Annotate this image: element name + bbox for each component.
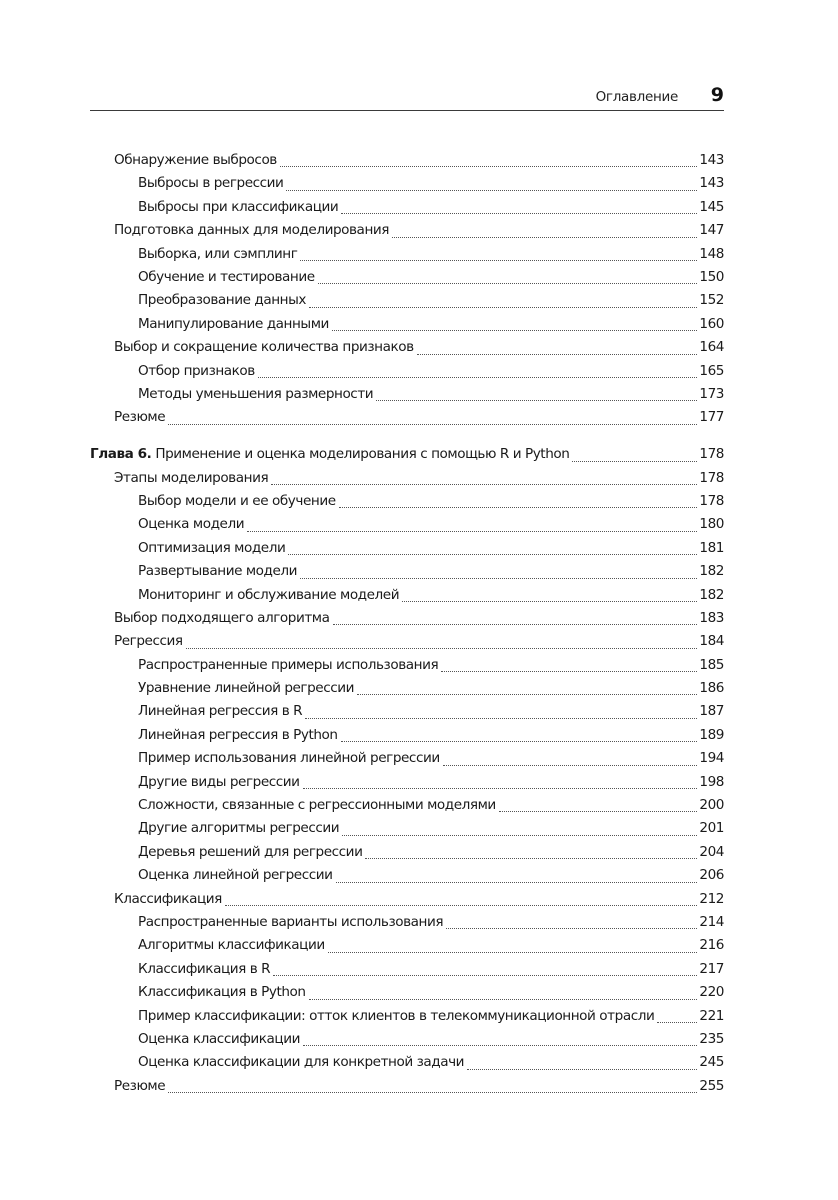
toc-entry[interactable] xyxy=(90,794,724,817)
toc-entry-label xyxy=(138,490,336,513)
toc-entry-page: 189 xyxy=(699,726,724,743)
dot-leader xyxy=(168,423,697,425)
toc-entry-title: Выбор и сокращение количества признаков xyxy=(114,339,414,356)
toc-entry[interactable] xyxy=(90,196,724,219)
toc-entry-label xyxy=(138,1051,464,1074)
toc-entry[interactable] xyxy=(90,841,724,864)
toc-entry-label xyxy=(138,513,244,536)
dot-leader xyxy=(309,998,698,1000)
toc-entry-title: Классификация в R xyxy=(138,960,271,977)
toc-entry-label xyxy=(138,817,339,840)
toc-entry-label xyxy=(138,934,325,957)
toc-entry-title: Уравнение линейной регрессии xyxy=(138,680,355,697)
toc-entry[interactable] xyxy=(90,1051,724,1074)
toc-entry-page: 182 xyxy=(699,563,724,580)
toc-entry[interactable] xyxy=(90,1075,724,1098)
toc-entry[interactable] xyxy=(90,981,724,1004)
toc-entry[interactable] xyxy=(90,771,724,794)
toc-entry-title: Пример использования линейной регрессии xyxy=(138,750,440,767)
toc-entry[interactable] xyxy=(90,700,724,723)
toc-entry-label xyxy=(114,219,389,242)
toc-entry-title: Обучение и тестирование xyxy=(138,268,315,285)
toc-entry-page: 178 xyxy=(699,446,724,463)
toc-entry-title: Алгоритмы классификации xyxy=(138,937,325,954)
toc-entry-label xyxy=(138,172,283,195)
toc-entry-label xyxy=(138,864,333,887)
toc-entry-page: 177 xyxy=(699,409,724,426)
dot-leader xyxy=(303,787,698,789)
toc-entry-page: 178 xyxy=(699,492,724,509)
toc-entry-page: 150 xyxy=(699,268,724,285)
toc-entry-page: 220 xyxy=(699,984,724,1001)
toc-entry-page: 148 xyxy=(699,245,724,262)
toc-entry-title: Оценка классификации для конкретной задачи xyxy=(138,1054,465,1071)
toc-entry[interactable] xyxy=(90,747,724,770)
toc-entry[interactable] xyxy=(90,243,724,266)
toc-entry-label xyxy=(138,911,443,934)
toc-entry-title: Оптимизация модели xyxy=(138,539,286,556)
toc-entry-page: 164 xyxy=(699,339,724,356)
toc-entry-label xyxy=(138,313,329,336)
dot-leader xyxy=(303,1044,697,1046)
dot-leader xyxy=(271,483,697,485)
toc-entry-label xyxy=(114,1075,165,1098)
toc-entry-page: 181 xyxy=(699,539,724,556)
toc-entry-label xyxy=(90,443,569,466)
toc-entry-label xyxy=(114,406,165,429)
toc-entry-title: Распространенные варианты использования xyxy=(138,914,444,930)
toc-entry-title: Выбросы при классификации xyxy=(138,198,339,215)
toc-entry[interactable] xyxy=(90,490,724,513)
dot-leader xyxy=(339,506,698,508)
toc-entry[interactable] xyxy=(90,1005,724,1028)
toc-chapter-entry[interactable] xyxy=(90,443,724,466)
toc-entry-label xyxy=(114,607,330,630)
dot-leader xyxy=(342,834,697,836)
toc-entry-page: 221 xyxy=(699,1007,724,1024)
dot-leader xyxy=(443,764,698,766)
dot-leader xyxy=(392,236,697,238)
dot-leader xyxy=(572,460,697,462)
chapter-number: Глава 6. xyxy=(90,446,152,463)
toc-entry[interactable] xyxy=(90,584,724,607)
toc-entry-title: Оценка линейной регрессии xyxy=(138,867,333,884)
running-head xyxy=(90,84,724,111)
dot-leader xyxy=(336,881,698,883)
toc-entry-title: Классификация в Python xyxy=(138,984,306,1001)
dot-leader xyxy=(446,927,697,929)
toc-entry-label xyxy=(138,771,300,794)
toc-entry-label xyxy=(138,243,297,266)
toc-entry-page: 143 xyxy=(699,175,724,192)
toc-entry-page: 212 xyxy=(699,890,724,907)
toc-entry-title: Мониторинг и обслуживание моделей xyxy=(138,586,400,603)
dot-leader xyxy=(441,670,697,672)
toc-entry-label xyxy=(138,1028,300,1051)
toc-entry[interactable] xyxy=(90,911,724,934)
toc-entry-label xyxy=(114,149,277,172)
toc-entry-title: Применение и оценка моделирования с помощью R и Python xyxy=(155,446,570,463)
toc-entry-label xyxy=(138,747,440,770)
toc-entry-title: Этапы моделирования xyxy=(114,469,269,486)
toc-entry[interactable] xyxy=(90,560,724,583)
toc-entry-label xyxy=(138,266,315,289)
toc-entry[interactable] xyxy=(90,934,724,957)
dot-leader xyxy=(402,600,697,602)
dot-leader xyxy=(332,329,697,331)
dot-leader xyxy=(300,577,697,579)
toc-entry-page: 182 xyxy=(699,586,724,603)
toc-entry-page: 187 xyxy=(699,703,724,720)
toc-entry-label xyxy=(138,724,338,747)
toc-entry[interactable] xyxy=(90,467,724,490)
dot-leader xyxy=(288,553,697,555)
toc-entry-page: 214 xyxy=(699,914,724,930)
toc-entry[interactable] xyxy=(90,864,724,887)
toc-entry-page: 185 xyxy=(699,656,724,673)
toc-entry-label xyxy=(138,841,362,864)
toc-entry-title: Развертывание модели xyxy=(138,563,298,580)
dot-leader xyxy=(186,647,698,649)
toc-entry-page: 152 xyxy=(699,292,724,309)
dot-leader xyxy=(467,1068,697,1070)
toc-entry[interactable] xyxy=(90,724,724,747)
toc-entry-page: 201 xyxy=(699,820,724,837)
toc-entry-label xyxy=(138,584,399,607)
dot-leader xyxy=(357,693,697,695)
toc-entry-page: 165 xyxy=(699,362,724,379)
toc-entry[interactable] xyxy=(90,630,724,653)
dot-leader xyxy=(225,904,698,906)
dot-leader xyxy=(273,974,697,976)
toc-entry-label xyxy=(138,700,302,723)
toc-entry[interactable] xyxy=(90,537,724,560)
toc-entry-title: Линейная регрессия в Python xyxy=(138,726,338,743)
toc-entry[interactable] xyxy=(90,654,724,677)
toc-entry[interactable] xyxy=(90,336,724,359)
table-of-contents xyxy=(90,149,724,1098)
toc-entry-page: 178 xyxy=(699,469,724,486)
toc-entry[interactable] xyxy=(90,888,724,911)
toc-entry-title: Отбор признаков xyxy=(138,362,255,379)
toc-entry-title: Выбор подходящего алгоритма xyxy=(114,609,330,626)
toc-entry-label xyxy=(114,630,183,653)
toc-entry-page: 143 xyxy=(699,152,724,168)
toc-entry-label xyxy=(138,677,354,700)
page-number: 9 xyxy=(710,84,724,106)
dot-leader xyxy=(258,376,698,378)
dot-leader xyxy=(318,282,698,284)
toc-entry-title: Пример классификации: отток клиентов в телекоммуникационной отрасли xyxy=(138,1007,655,1024)
toc-entry[interactable] xyxy=(90,313,724,336)
toc-entry-page: 217 xyxy=(699,960,724,977)
toc-entry-title: Деревья решений для регрессии xyxy=(138,843,363,860)
dot-leader xyxy=(333,623,698,625)
toc-entry-page: 147 xyxy=(699,222,724,239)
toc-entry-label xyxy=(114,467,268,490)
toc-entry-title: Оценка классификации xyxy=(138,1030,300,1047)
toc-entry-page: 235 xyxy=(699,1030,724,1047)
toc-entry-page: 173 xyxy=(699,385,724,402)
toc-entry-label xyxy=(114,336,414,359)
toc-entry-label xyxy=(138,794,496,817)
toc-entry-label xyxy=(138,981,306,1004)
toc-entry-title: Другие алгоритмы регрессии xyxy=(138,820,340,837)
toc-entry-page: 183 xyxy=(699,609,724,626)
dot-leader xyxy=(657,1021,697,1023)
dot-leader xyxy=(309,306,697,308)
toc-entry-title: Выборка, или сэмплинг xyxy=(138,245,298,262)
toc-entry-page: 245 xyxy=(699,1054,724,1071)
toc-entry-title: Выбор модели и ее обучение xyxy=(138,492,336,509)
toc-entry-title: Другие виды регрессии xyxy=(138,773,300,790)
toc-entry-page: 216 xyxy=(699,937,724,954)
toc-entry-label xyxy=(138,1005,654,1028)
toc-entry[interactable] xyxy=(90,958,724,981)
dot-leader xyxy=(328,951,698,953)
toc-entry-title: Линейная регрессия в R xyxy=(138,703,303,720)
dot-leader xyxy=(417,353,698,355)
toc-entry-title: Резюме xyxy=(114,409,166,426)
toc-entry-title: Классификация xyxy=(114,890,222,907)
toc-entry-page: 255 xyxy=(699,1077,724,1094)
toc-entry-page: 180 xyxy=(699,516,724,533)
toc-entry-page: 186 xyxy=(699,680,724,697)
dot-leader xyxy=(341,740,698,742)
toc-entry-title: Сложности, связанные с регрессионными моделями xyxy=(138,797,496,814)
dot-leader xyxy=(499,810,698,812)
toc-entry-title: Обнаружение выбросов xyxy=(114,152,277,168)
toc-entry-title: Регрессия xyxy=(114,633,183,650)
toc-entry-page: 145 xyxy=(699,198,724,215)
toc-entry-label xyxy=(138,360,255,383)
dot-leader xyxy=(341,212,697,214)
toc-entry[interactable] xyxy=(90,149,724,172)
toc-entry[interactable] xyxy=(90,360,724,383)
toc-entry-page: 184 xyxy=(699,633,724,650)
toc-entry[interactable] xyxy=(90,266,724,289)
toc-entry-title: Выбросы в регрессии xyxy=(138,175,284,192)
toc-entry-label xyxy=(138,289,306,312)
toc-entry[interactable] xyxy=(90,607,724,630)
toc-entry-label xyxy=(138,383,373,406)
toc-entry-title: Методы уменьшения размерности xyxy=(138,385,374,402)
toc-entry-label xyxy=(138,958,270,981)
toc-entry-title: Резюме xyxy=(114,1077,166,1094)
toc-entry-title: Преобразование данных xyxy=(138,292,306,309)
toc-entry[interactable] xyxy=(90,383,724,406)
dot-leader xyxy=(305,717,697,719)
toc-entry[interactable] xyxy=(90,817,724,840)
toc-entry-label xyxy=(138,537,285,560)
toc-entry-page: 160 xyxy=(699,315,724,332)
toc-entry[interactable] xyxy=(90,289,724,312)
toc-entry-page: 194 xyxy=(699,750,724,767)
toc-entry-title: Оценка модели xyxy=(138,516,245,533)
toc-entry-page: 206 xyxy=(699,867,724,884)
running-head-title: Оглавление xyxy=(595,89,678,105)
dot-leader xyxy=(286,189,697,191)
toc-entry-label xyxy=(138,196,338,219)
toc-entry-page: 200 xyxy=(699,797,724,814)
toc-entry-label xyxy=(138,560,297,583)
toc-entry-title: Подготовка данных для моделирования xyxy=(114,222,389,239)
toc-entry[interactable] xyxy=(90,1028,724,1051)
dot-leader xyxy=(300,259,697,261)
toc-entry-title: Манипулирование данными xyxy=(138,315,329,332)
toc-entry-title: Распространенные примеры использования xyxy=(138,656,439,673)
dot-leader xyxy=(168,1091,697,1093)
toc-entry[interactable] xyxy=(90,172,724,195)
toc-entry[interactable] xyxy=(90,513,724,536)
dot-leader xyxy=(376,399,697,401)
dot-leader xyxy=(365,857,697,859)
dot-leader xyxy=(280,165,698,167)
toc-entry[interactable] xyxy=(90,677,724,700)
toc-entry-label xyxy=(114,888,222,911)
toc-entry-page: 204 xyxy=(699,843,724,860)
toc-entry[interactable] xyxy=(90,219,724,242)
toc-entry-label xyxy=(138,654,438,677)
toc-entry-page: 198 xyxy=(699,773,724,790)
dot-leader xyxy=(247,530,697,532)
toc-entry[interactable] xyxy=(90,406,724,429)
